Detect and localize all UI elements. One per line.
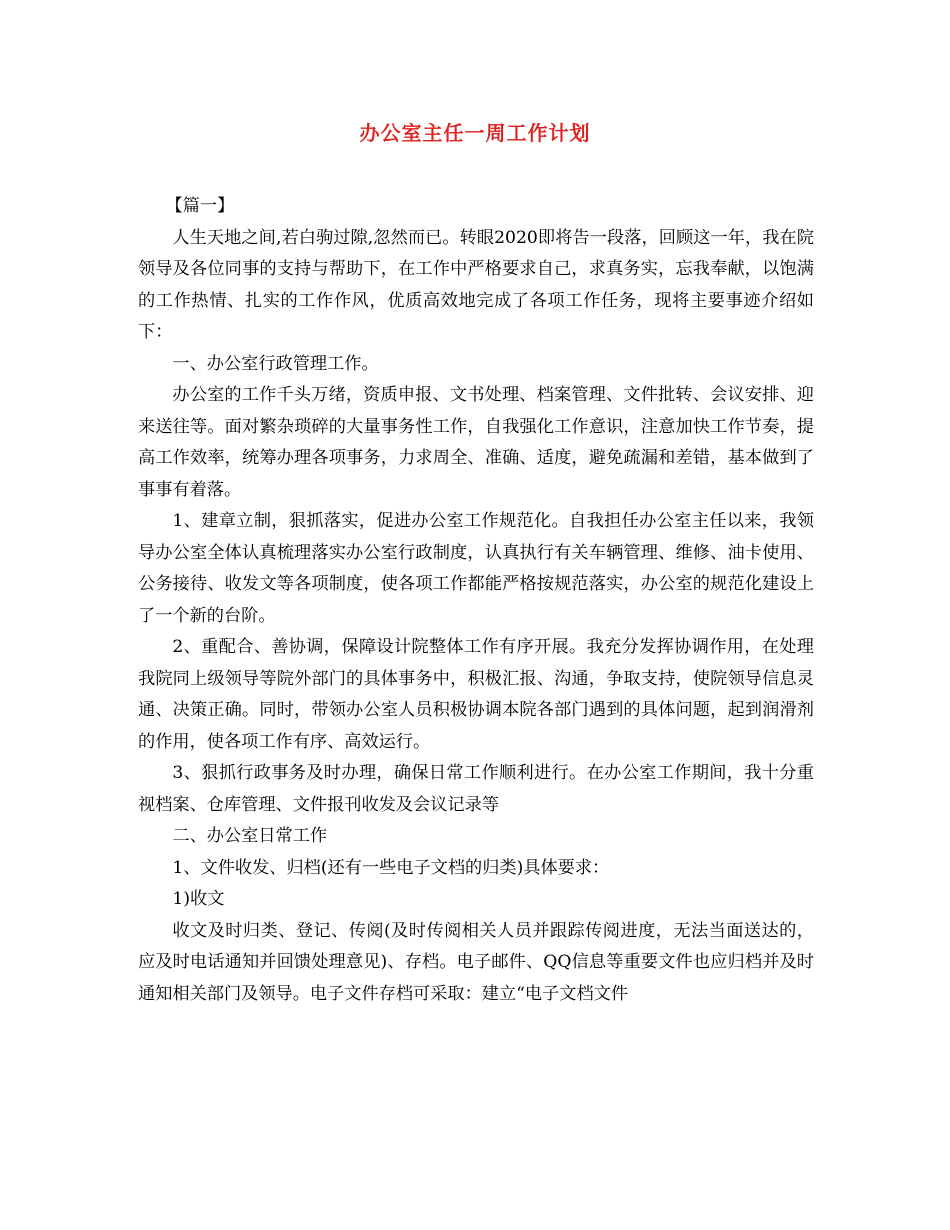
paragraph-item-3: 3、狠抓行政事务及时办理，确保日常工作顺利进行。在办公室工作期间，我十分重视档案、仓库管理、文件报刊收发及会议记录等 bbox=[138, 763, 814, 815]
paragraph-admin-overview: 办公室的工作千头万绪，资质申报、文书处理、档案管理、文件批转、会议安排、迎来送往等。面对繁杂琐碎的大量事务性工作，自我强化工作意识，注意加快工作节奏，提高工作效率，统筹办理各项事务，力求周全、准确、适度，避免疏漏和差错，基本做到了事事有着落。 bbox=[138, 385, 814, 500]
heading-admin-work: 一、办公室行政管理工作。 bbox=[172, 353, 379, 374]
document-body bbox=[138, 191, 814, 1010]
paragraph-item-1: 1、建章立制，狠抓落实，促进办公室工作规范化。自我担任办公室主任以来，我领导办公室全体认真梳理落实办公室行政制度，认真执行有关车辆管理、维修、油卡使用、公务接待、收发文等各项制度，使各项工作都能严格按规范落实，办公室的规范化建设上了一个新的台阶。 bbox=[138, 511, 814, 626]
paragraph-item-2: 2、重配合、善协调，保障设计院整体工作有序开展。我充分发挥协调作用，在处理我院同上级领导等院外部门的具体事务中，积极汇报、沟通，争取支持，使院领导信息灵通、决策正确。同时，带领办公室人员积极协调本院各部门遇到的具体问题，起到润滑剂的作用，使各项工作有序、高效运行。 bbox=[138, 637, 814, 752]
subheading-receiving: 1)收文 bbox=[172, 889, 225, 909]
paragraph-intro: 人生天地之间,若白驹过隙,忽然而已。转眼2020即将告一段落，回顾这一年，我在院领导及各位同事的支持与帮助下，在工作中严格要求自己，求真务实，忘我奉献，以饱满的工作热情、扎实的工作作风，优质高效地完成了各项工作任务，现将主要事迹介绍如下： bbox=[138, 227, 814, 342]
paragraph-receiving-details: 收文及时归类、登记、传阅(及时传阅相关人员并跟踪传阅进度，无法当面送达的，应及时电话通知并回馈处理意见)、存档。电子邮件、QQ信息等重要文件也应归档并及时通知相关部门及领导。电子文件存档可采取：建立“电子文档文件 bbox=[138, 920, 814, 1004]
document-title: 办公室主任一周工作计划 bbox=[359, 121, 591, 145]
paragraph-file-handling: 1、文件收发、归档(还有一些电子文档的归类)具体要求： bbox=[172, 857, 610, 878]
heading-daily-work: 二、办公室日常工作 bbox=[172, 826, 328, 846]
section-label: 【篇一】 bbox=[165, 196, 235, 216]
